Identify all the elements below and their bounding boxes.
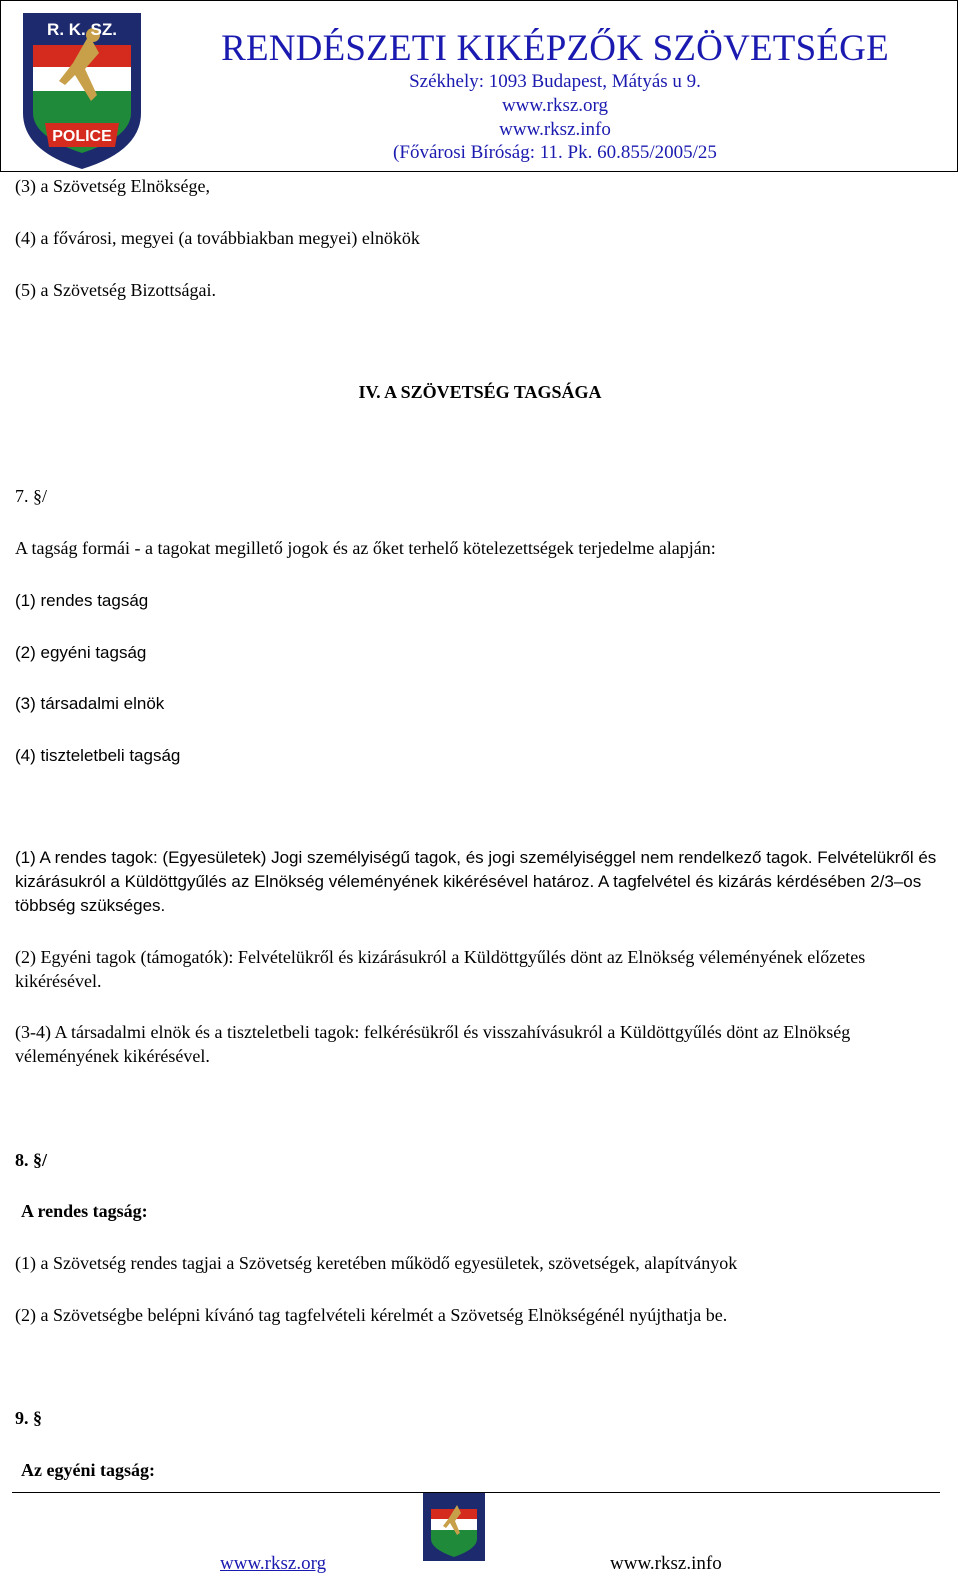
membership-form-2: (2) egyéni tagság bbox=[15, 643, 147, 662]
organ-item-3: (3) a Szövetség Elnöksége, bbox=[15, 176, 210, 196]
paragraph-8-title: A rendes tagság: bbox=[21, 1201, 148, 1221]
logo-title-text: R. K. SZ. bbox=[47, 20, 117, 39]
header-website-info[interactable]: www.rksz.info bbox=[499, 119, 611, 140]
rksz-police-logo bbox=[15, 5, 149, 171]
header-registration: (Fővárosi Bíróság: 11. Pk. 60.855/2005/25 bbox=[393, 142, 717, 163]
paragraph-9-title: Az egyéni tagság: bbox=[21, 1460, 155, 1480]
paragraph-8-number: 8. §/ bbox=[15, 1150, 48, 1170]
paragraph-7-number: 7. §/ bbox=[15, 486, 48, 506]
logo-badge-text: POLICE bbox=[52, 128, 112, 145]
letterhead bbox=[0, 0, 958, 172]
detail-regular-members: (1) A rendes tagok: (Egyesületek) Jogi személyiségű tagok, és jogi személyiséggel nem rendelkező tagok. Felvételükről és kizárásukról a Küldöttgyűlés az Elnökség véleményének kikérésével határoz. A tagfelvétel és kizárás kérdésében 2/3–os többség szükséges. bbox=[15, 848, 937, 915]
header-address: Székhely: 1093 Budapest, Mátyás u 9. bbox=[409, 71, 701, 92]
organ-item-5: (5) a Szövetség Bizottságai. bbox=[15, 280, 216, 300]
detail-honorary-members: (3-4) A társadalmi elnök és a tiszteletbeli tagok: felkérésükről és visszahívásukról a Küldöttgyűlés dönt az Elnökség véleményének kikérésével. bbox=[15, 1022, 851, 1066]
detail-individual-members: (2) Egyéni tagok (támogatók): Felvételükről és kizárásukról a Küldöttgyűlés dönt az Elnökség véleményének előzetes kikérésével. bbox=[15, 947, 866, 991]
paragraph-8-item-1: (1) a Szövetség rendes tagjai a Szövetség keretében működő egyesületek, szövetségek, alapítványok bbox=[15, 1253, 738, 1273]
header-website-org[interactable]: www.rksz.org bbox=[501, 95, 609, 116]
paragraph-9-number: 9. § bbox=[15, 1408, 42, 1428]
footer-logo-icon bbox=[423, 1493, 485, 1561]
section-title: IV. A SZÖVETSÉG TAGSÁGA bbox=[358, 382, 602, 402]
membership-form-4: (4) tiszteletbeli tagság bbox=[15, 746, 181, 765]
organization-name: RENDÉSZETI KIKÉPZŐK SZÖVETSÉGE bbox=[221, 28, 889, 69]
footer-link-info[interactable]: www.rksz.info bbox=[610, 1553, 722, 1574]
paragraph-7-intro: A tagság formái - a tagokat megillető jogok és az őket terhelő kötelezettségek terjedelme alapján: bbox=[15, 538, 716, 558]
membership-form-3: (3) társadalmi elnök bbox=[15, 694, 165, 713]
paragraph-8-item-2: (2) a Szövetségbe belépni kívánó tag tagfelvételi kérelmét a Szövetség Elnökségénél nyújthatja be. bbox=[15, 1305, 728, 1325]
organ-item-4: (4) a fővárosi, megyei (a továbbiakban megyei) elnökök bbox=[15, 228, 420, 248]
membership-form-1: (1) rendes tagság bbox=[15, 591, 149, 610]
footer-link-org[interactable]: www.rksz.org bbox=[220, 1553, 327, 1574]
